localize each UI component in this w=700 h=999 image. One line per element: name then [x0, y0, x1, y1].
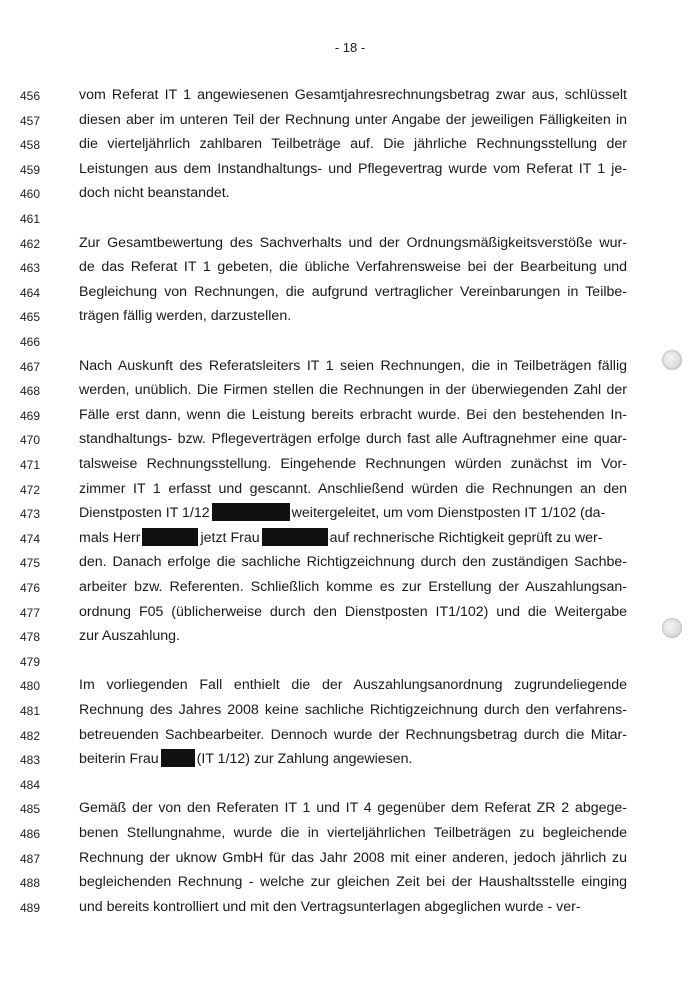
text-line	[0, 502, 700, 524]
text-segment: benen Stellungnahme, wurde die in vierteljährlichen Teilbeträgen zu begleichende	[79, 825, 627, 841]
text-line	[0, 158, 700, 180]
text-line	[0, 330, 700, 352]
line-text	[79, 847, 627, 869]
text-line	[0, 355, 700, 377]
text-segment: talsweise Rechnungsstellung. Eingehende Rechnungen würden zunächst im Vor-	[79, 456, 627, 472]
line-number: 463	[20, 261, 41, 276]
text-line	[0, 773, 700, 795]
line-text	[79, 355, 627, 377]
line-text	[79, 551, 627, 573]
text-segment: Zur Gesamtbewertung des Sachverhalts und der Ordnungsmäßigkeitsverstöße wur-	[79, 234, 627, 251]
text-segment: (IT 1/12) zur Zahlung angewiesen.	[196, 751, 413, 768]
redaction-box	[262, 528, 328, 546]
line-text	[79, 822, 627, 844]
line-text	[79, 625, 627, 647]
line-text	[79, 109, 627, 131]
line-text	[79, 404, 627, 426]
line-number: 474	[20, 531, 41, 546]
line-number: 471	[20, 458, 41, 472]
text-line	[0, 699, 700, 721]
text-line	[0, 724, 700, 746]
line-number: 467	[20, 359, 41, 374]
text-segment: den. Danach erfolge die sachliche Richtigzeichnung durch den zuständigen Sachbe-	[79, 554, 627, 571]
line-text	[79, 232, 627, 254]
text-line	[0, 674, 700, 696]
line-text	[79, 428, 627, 450]
line-text	[79, 871, 627, 893]
text-segment: trägen fällig werden, darzustellen.	[79, 308, 292, 325]
text-segment: Dienstposten IT 1/12	[79, 505, 210, 522]
text-segment: Leistungen aus dem Instandhaltungs- und Pflegevertrag wurde vom Referat IT 1 je-	[79, 160, 627, 177]
text-segment: Rechnung der uknow GmbH für das Jahr 2008 mit einer anderen, jedoch jährlich zu	[79, 849, 627, 866]
text-line	[0, 551, 700, 573]
line-text	[79, 527, 627, 549]
line-number: 486	[20, 827, 41, 841]
line-number: 469	[20, 408, 41, 423]
text-segment: mals Herr	[79, 529, 141, 546]
text-line	[0, 822, 700, 844]
line-number: 458	[20, 138, 41, 153]
redaction-box	[142, 528, 198, 546]
text-segment: jetzt Frau	[200, 529, 260, 546]
redaction-box	[161, 749, 195, 767]
text-segment: ordnung F05 (üblicherweise durch den Dienstposten IT1/102) und die Weitergabe	[79, 603, 627, 620]
text-line	[0, 281, 700, 303]
text-segment: diesen aber im unteren Teil der Rechnung unter Angabe der jeweiligen Fälligkeiten in	[79, 111, 627, 128]
text-segment: werden, unüblich. Die Firmen stellen die Rechnungen in der überwiegenden Zahl der	[79, 382, 627, 399]
text-segment: Rechnung des Jahres 2008 keine sachliche Richtigzeichnung durch den verfahrens-	[79, 702, 627, 718]
line-text	[79, 182, 627, 204]
line-text	[79, 256, 627, 278]
line-text	[79, 576, 627, 598]
line-text	[79, 748, 627, 770]
text-line	[0, 527, 700, 549]
text-segment: und bereits kontrolliert und mit den Vertragsunterlagen abgeglichen wurde - ver-	[79, 898, 581, 915]
line-text	[79, 797, 627, 819]
line-text	[79, 281, 627, 303]
line-number: 477	[20, 605, 41, 620]
line-number: 473	[20, 507, 41, 522]
line-number: 487	[20, 851, 41, 866]
line-number: 476	[20, 581, 41, 595]
text-segment: weitergeleitet, um vom Dienstposten IT 1/102 (da-	[291, 505, 606, 522]
line-text	[79, 502, 627, 524]
line-text	[79, 674, 627, 696]
text-segment: arbeiter bzw. Referenten. Schließlich komme es zur Erstellung der Auszahlungsan-	[79, 579, 627, 595]
text-segment: Begleichung von Rechnungen, die aufgrund vertraglicher Vereinbarungen in Teilbe-	[79, 283, 627, 300]
text-line	[0, 576, 700, 598]
line-number: 456	[20, 89, 41, 103]
text-segment: zimmer IT 1 erfasst und gescannt. Anschließend würden die Rechnungen an den	[79, 480, 627, 497]
line-text	[79, 724, 627, 746]
text-line	[0, 453, 700, 475]
line-number: 478	[20, 630, 41, 645]
text-line	[0, 182, 700, 204]
text-segment: betreuenden Sachbearbeiter. Dennoch wurde der Rechnungsbetrag durch die Mitar-	[79, 726, 627, 743]
line-text	[79, 896, 627, 918]
line-number: 480	[20, 679, 41, 694]
line-number: 461	[20, 212, 41, 226]
line-text	[79, 133, 627, 155]
text-line	[0, 896, 700, 918]
line-text	[79, 601, 627, 623]
line-number: 485	[20, 802, 41, 817]
text-line	[0, 133, 700, 155]
text-segment: vom Referat IT 1 angewiesenen Gesamtjahresrechnungsbetrag zwar aus, schlüsselt	[79, 87, 627, 103]
text-line	[0, 207, 700, 229]
line-text	[79, 158, 627, 180]
text-line	[0, 478, 700, 500]
text-segment: auf rechnerische Richtigkeit geprüft zu wer-	[329, 529, 603, 546]
text-line	[0, 404, 700, 426]
line-number: 475	[20, 556, 41, 571]
text-line	[0, 84, 700, 106]
text-segment: Fälle erst dann, wenn die Leistung bereits erbracht wurde. Bei den bestehenden In-	[79, 406, 627, 423]
line-text	[79, 478, 627, 500]
line-number: 466	[20, 335, 41, 349]
text-segment: beiterin Frau	[79, 751, 159, 768]
line-text	[79, 379, 627, 401]
text-line	[0, 797, 700, 819]
line-number: 470	[20, 433, 41, 448]
text-line	[0, 625, 700, 647]
text-line	[0, 305, 700, 327]
line-number: 457	[20, 113, 41, 128]
text-line	[0, 650, 700, 672]
line-text	[79, 699, 627, 721]
text-line	[0, 748, 700, 770]
line-number: 472	[20, 482, 41, 497]
text-line	[0, 428, 700, 450]
text-segment: begleichenden Rechnung - welche zur gleichen Zeit bei der Haushaltsstelle einging	[79, 874, 627, 891]
text-segment: die vierteljährlich zahlbaren Teilbeträge auf. Die jährliche Rechnungsstellung der	[79, 136, 627, 153]
page-number: - 18 -	[334, 40, 366, 55]
line-text	[79, 84, 627, 106]
text-segment: standhaltungs- bzw. Pflegeverträgen erfolge durch fast alle Auftragnehmer eine quar-	[79, 431, 627, 448]
line-number: 468	[20, 384, 41, 399]
line-number: 489	[20, 900, 41, 915]
text-line	[0, 109, 700, 131]
line-number: 481	[20, 704, 41, 718]
text-segment: doch nicht beanstandet.	[79, 185, 230, 202]
redaction-box	[212, 503, 290, 521]
text-segment: Nach Auskunft des Referatsleiters IT 1 seien Rechnungen, die in Teilbeträgen fällig	[79, 357, 627, 374]
line-number: 479	[20, 654, 41, 669]
line-number: 460	[20, 187, 41, 202]
text-line	[0, 256, 700, 278]
line-number: 465	[20, 310, 41, 325]
line-number: 464	[20, 285, 41, 300]
line-text	[79, 305, 627, 327]
text-line	[0, 601, 700, 623]
text-segment: zur Auszahlung.	[79, 628, 180, 645]
text-segment: Gemäß der von den Referaten IT 1 und IT 4 gegenüber dem Referat ZR 2 abgege-	[79, 800, 627, 817]
line-number: 482	[20, 728, 41, 743]
text-line	[0, 379, 700, 401]
text-line	[0, 871, 700, 893]
line-text	[79, 453, 627, 475]
text-line	[0, 847, 700, 869]
text-line	[0, 232, 700, 254]
line-number: 459	[20, 162, 41, 177]
line-number: 483	[20, 753, 41, 768]
line-number: 484	[20, 777, 41, 792]
text-segment: de das Referat IT 1 gebeten, die übliche Verfahrensweise bei der Bearbeitung und	[79, 259, 627, 276]
line-number: 462	[20, 236, 41, 251]
text-segment: Im vorliegenden Fall enthielt die der Auszahlungsanordnung zugrundeliegende	[79, 677, 627, 694]
line-number: 488	[20, 876, 41, 891]
